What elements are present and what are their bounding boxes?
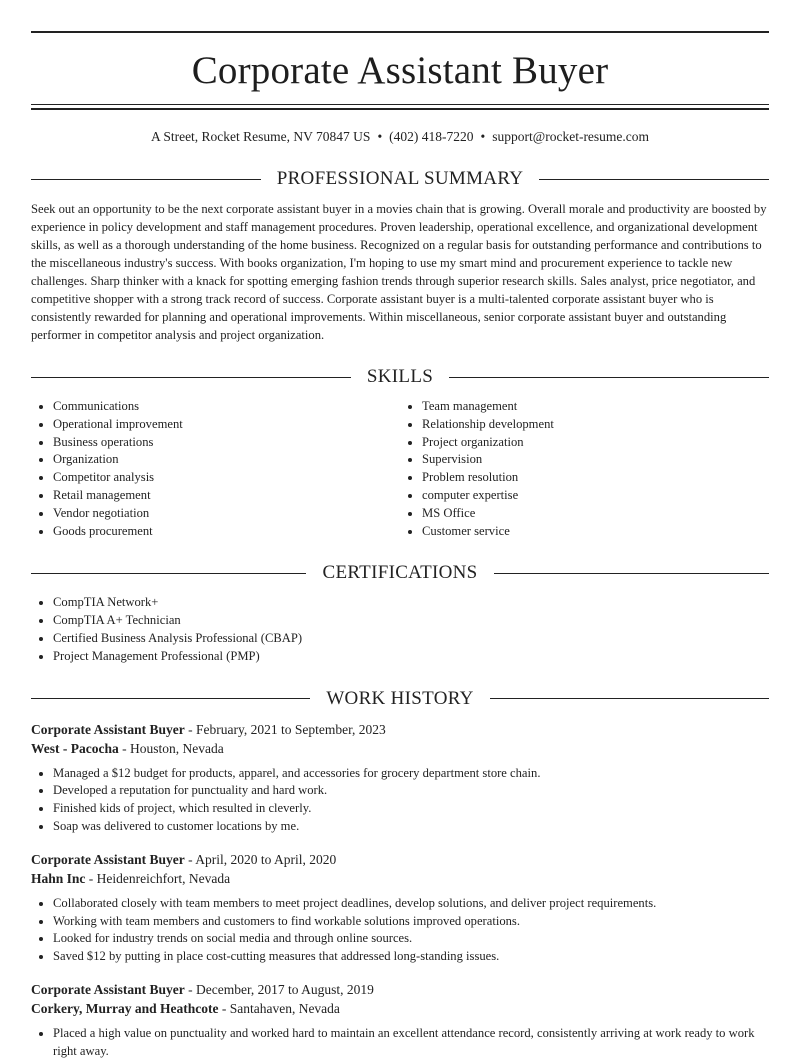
job-bullets [31,1025,769,1061]
job-entry [31,720,769,836]
heading-rule [31,179,261,180]
page-title: Corporate Assistant Buyer [191,49,609,92]
job-bullets [31,895,769,966]
list-item: • Goods procurement [53,523,400,541]
list-item: • Vendor negotiation [53,505,400,523]
heading-rule [494,573,769,574]
job-dates: - April, 2020 to April, 2020 [184,851,337,867]
skills-column-right [400,398,769,540]
resume-page [31,0,769,1061]
list-item: • computer expertise [422,487,769,505]
section-title: PROFESSIONAL SUMMARY [276,168,524,189]
skills-heading [31,366,769,388]
list-item: • Looked for industry trends on social media and through online sources. [53,930,769,948]
job-title-line [31,850,769,869]
job-company-line [31,739,769,758]
contact-email[interactable]: support@rocket-resume.com [492,129,650,144]
list-item: • Problem resolution [422,469,769,487]
job-title-line [31,720,769,739]
heading-rule [449,377,769,378]
list-item: • CompTIA A+ Technician [53,612,769,630]
list-item: • Managed a $12 budget for products, apparel, and accessories for grocery department store chain. [53,765,769,783]
list-item: • Developed a reputation for punctuality and hard work. [53,782,769,800]
list-item: • Team management [422,398,769,416]
title-double-rule [31,104,769,110]
heading-rule [31,377,351,378]
job-role: Corporate Assistant Buyer [31,721,185,737]
job-bullets [31,765,769,836]
list-item: • Soap was delivered to customer locations by me. [53,818,769,836]
job-entry [31,850,769,966]
contact-separator: • [377,129,383,144]
job-company: West - Pacocha [31,740,119,756]
job-location: - Santahaven, Nevada [218,1000,340,1016]
heading-rule [31,573,306,574]
list-item: • Project Management Professional (PMP) [53,648,769,666]
work-history-heading [31,688,769,710]
skills-list [31,398,769,540]
job-location: - Heidenreichfort, Nevada [85,870,231,886]
list-item: • Finished kids of project, which resulted in cleverly. [53,800,769,818]
list-item: • Supervision [422,451,769,469]
summary-heading [31,168,769,190]
list-item: • Certified Business Analysis Professional (CBAP) [53,630,769,648]
list-item: • Operational improvement [53,416,400,434]
list-item: • MS Office [422,505,769,523]
list-item: • Business operations [53,434,400,452]
section-title: SKILLS [366,366,434,387]
list-item: • Organization [53,451,400,469]
list-item: • Retail management [53,487,400,505]
job-location: - Houston, Nevada [118,740,224,756]
list-item: • Collaborated closely with team members to meet project deadlines, develop solutions, and deliver project requirements. [53,895,769,913]
heading-rule [539,179,769,180]
job-role: Corporate Assistant Buyer [31,851,185,867]
certifications-heading [31,562,769,584]
job-role: Corporate Assistant Buyer [31,981,185,997]
job-title-line [31,980,769,999]
heading-rule [31,698,310,699]
contact-phone: (402) 418-7220 [389,129,474,144]
job-dates: - December, 2017 to August, 2019 [184,981,374,997]
list-item: • Placed a high value on punctuality and worked hard to maintain an excellent attendance record, consistently arriving at work ready to work right away. [53,1025,769,1061]
job-company: Hahn Inc [31,870,86,886]
list-item: • Project organization [422,434,769,452]
job-entry [31,980,769,1061]
certifications-list [31,594,769,665]
contact-address: A Street, Rocket Resume, NV 70847 US [150,129,371,144]
list-item: • Competitor analysis [53,469,400,487]
list-item: • Working with team members and customers to find workable solutions improved operations. [53,913,769,931]
top-rule [31,31,769,33]
section-title: WORK HISTORY [326,687,474,709]
list-item: • Saved $12 by putting in place cost-cutting measures that addressed long-standing issues. [53,948,769,966]
list-item: • Relationship development [422,416,769,434]
list-item: • Communications [53,398,400,416]
skills-column-left [31,398,400,540]
heading-rule [490,698,769,699]
section-title: CERTIFICATIONS [322,562,478,584]
summary-text: Seek out an opportunity to be the next corporate assistant buyer in a movies chain that is growing. Overall morale and productivity are boosted by experience in policy development and staff management procedures. Proven leadership, operational excellence, and organizational development skills, as well as a thorough understanding of the home business. Recognized on a regular basis for outstanding performance and contributions to the miscellaneous industry's success. With books organization, I'm hoping to use my smart mind and procurement experience to tackle new challenges. Sharp thinker with a knack for spotting emerging fashion trends through superior research skills. Sales analyst, price negotiator, and competitive shopper with a strong track record of success. Corporate assistant buyer is a multi-talented corporate assistant buyer who is consistently rewarded for planning and operational improvements. Within miscellaneous, senior corporate assistant buyer and outstanding performer in competitor analysis and project organization. [31,202,767,342]
job-company-line [31,869,769,888]
list-item: • Customer service [422,523,769,541]
job-dates: - February, 2021 to September, 2023 [184,721,386,737]
contact-line [31,128,769,146]
job-company: Corkery, Murray and Heathcote [31,1000,219,1016]
contact-separator: • [480,129,486,144]
list-item: • CompTIA Network+ [53,594,769,612]
job-company-line [31,999,769,1018]
